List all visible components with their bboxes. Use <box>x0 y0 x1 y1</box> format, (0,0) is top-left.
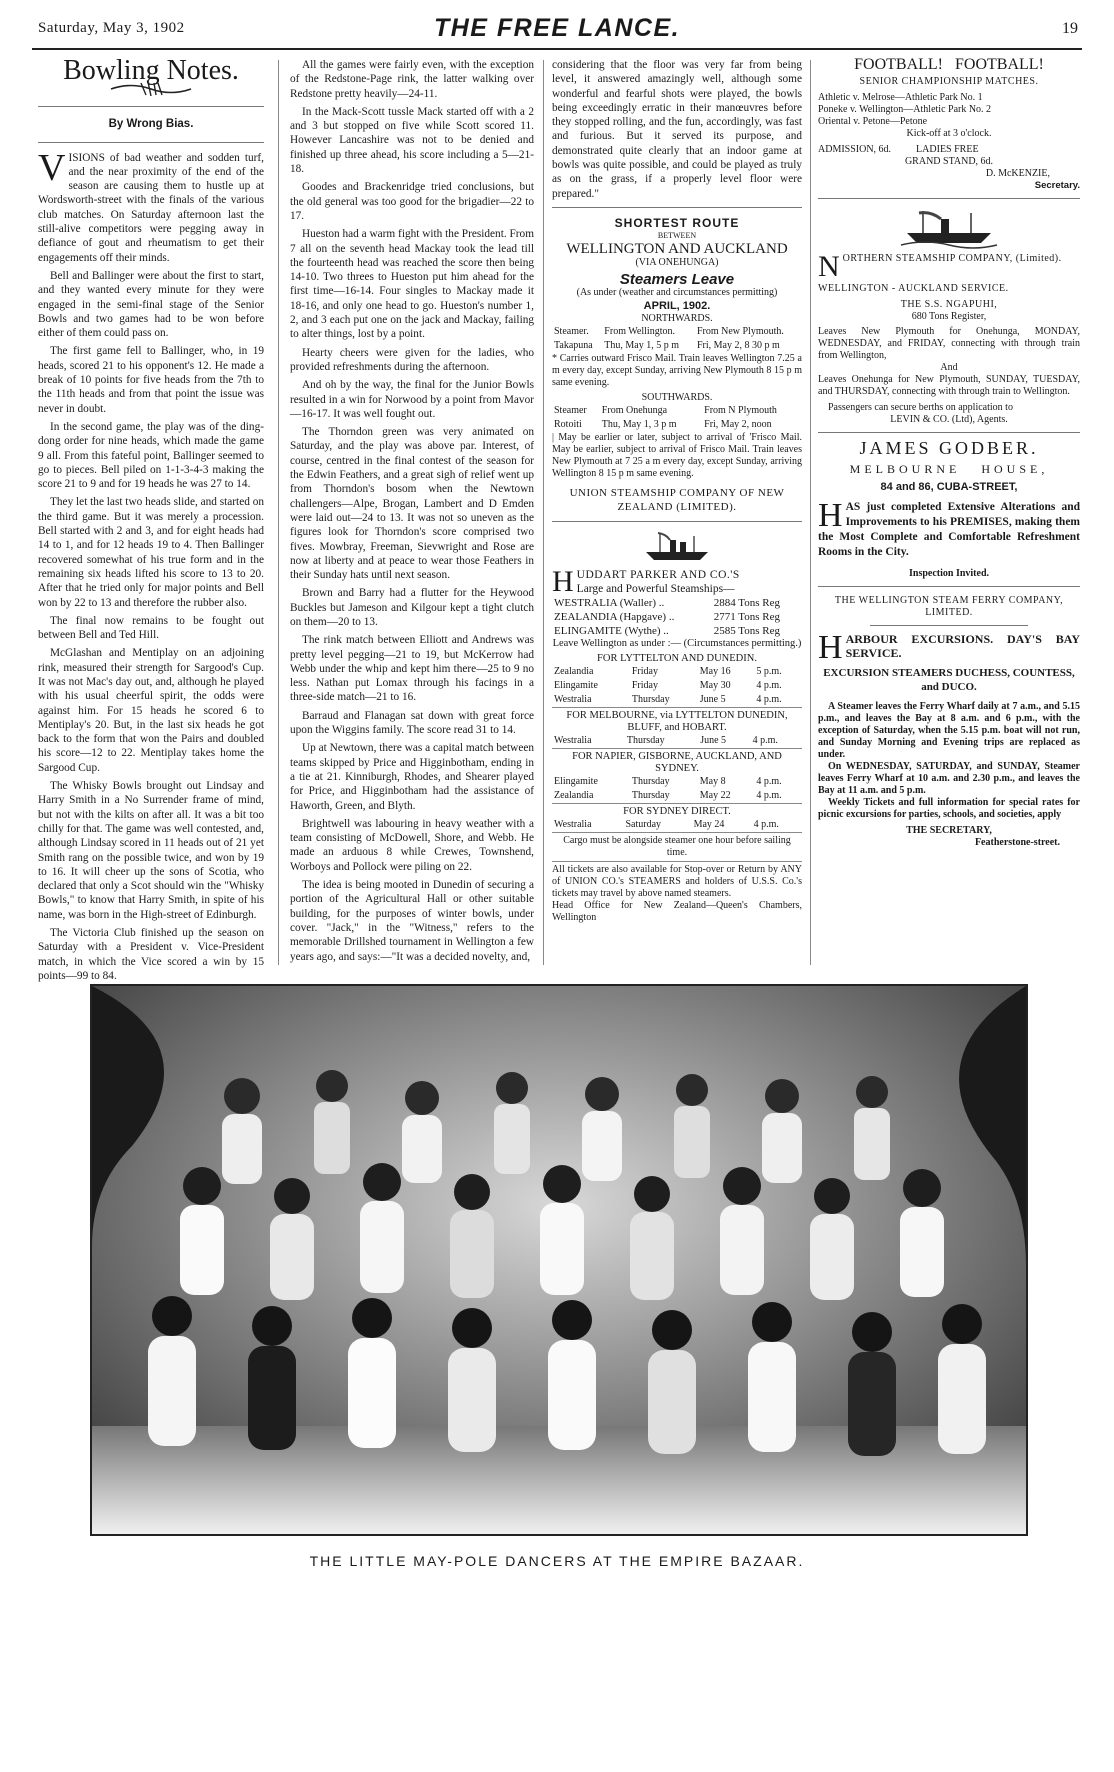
maypole-dancers-photo-icon <box>92 986 1026 1534</box>
godber-title: JAMES GODBER. <box>859 438 1039 459</box>
table-header: Steamer <box>554 405 587 417</box>
excursion-steamers: EXCURSION STEAMERS DUCHESS, COUNTESS, and DUCO. <box>823 667 1075 694</box>
article-paragraph: The Whisky Bowls brought out Lindsay and Harry Smith in a No Surrender frame of mind, but not with the kilts on after all. It was a bit too chilly for that. The game was well contested, and, although Lindsay scored in 11 heads out of 21 yet Smith rang on the possible twice, and won by 19 to 16. It will cheer up the sons of Scotia, who declared that only a Scot should win the "Whisky Bowls," to know that Harry Smith, in spite of his name, was born in the High-street of Edinburgh. <box>38 780 264 921</box>
berths-note: Passengers can secure berths on application to <box>828 402 1013 414</box>
column-rule <box>278 60 279 965</box>
divider <box>38 142 264 143</box>
head-office: Head Office for New Zealand—Queen's Chambers, Wellington <box>552 900 802 924</box>
article-paragraph: The rink match between Elliott and Andrews was pretty level pegging—21 to 19, but McKerrow had Webb under the whip and kept him there—25 to 9 no less. Nathan put Lomax through his facings in a three-side match—21 to 16. <box>290 634 534 704</box>
page-header <box>32 14 1082 50</box>
table-header: From New Plymouth. <box>696 326 784 338</box>
schedule-text: Leaves Onehunga for New Plymouth, SUNDAY, TUESDAY, and THURSDAY, connecting with through train to Wellington. <box>818 374 1080 398</box>
page-number: 19 <box>1062 20 1078 37</box>
fleet-tons: 2884 Tons Reg <box>713 597 780 610</box>
article-paragraph: McGlashan and Mentiplay on an adjoining rink, measured their strength for Sargood's Cup. It was not Mac's day out, and, although he played with his usual cheerful spirit, the odds were against him. For 15 heads he scored 6 to Mentiplay's 20. But, in the last six heads he got back to the form that won the Pairs and doubled his score—12 to 22. Mentiplay takes home the Sargood Cup. <box>38 647 264 774</box>
table-row: Zealandia Friday May 16 5 p.m. <box>554 666 782 678</box>
godber-advert <box>818 438 1080 580</box>
article-paragraph: Brown and Barry had a flutter for the Heywood Buckles but Jameson and Kilgour kept a tight clutch on them—20 to 13. <box>290 587 534 628</box>
route-destination: FOR LYTTELTON AND DUNEDIN. <box>597 653 757 665</box>
article-paragraph: Barraud and Flanagan sat down with great force upon the Wiggins family. The score read 31 to 14. <box>290 709 534 737</box>
divider <box>38 106 264 107</box>
divider <box>818 432 1080 433</box>
huddart-heading <box>552 564 802 598</box>
advertisements-column <box>818 58 1080 968</box>
northern-heading <box>818 250 1080 284</box>
divider <box>818 586 1080 587</box>
article-paragraph: The first game fell to Ballinger, who, in 19 heads, scored 21 to his opponent's 12. He made a break of 10 points for five heads from the 7th to the 11th heads and from that point the issue was never in doubt. <box>38 345 264 415</box>
article-paragraph: Up at Newtown, there was a capital match between teams skipped by Price and Higginbotham, ending in a tie at 21. Kinniburgh, Rhodes, and Shearer played for Price, and Higginbotham had the assistance of Haworth, Green, and Blyth. <box>290 742 534 812</box>
table-row: Elingamite Friday May 30 4 p.m. <box>554 680 782 692</box>
godber-body: H AS just completed Extensive Alterations and Improvements to his PREMISES, making them the Most Complete and Comfortable Refreshment Rooms in the City. <box>818 497 1080 559</box>
fleet-ship: WESTRALIA (Waller) .. <box>554 597 665 610</box>
article-paragraph: Hearty cheers were given for the ladies, who provided refreshments during the afternoon. <box>290 346 534 373</box>
union-company-name: UNION STEAMSHIP COMPANY OF NEW ZEALAND (LIMITED). <box>569 487 785 514</box>
northern-name: ORTHERN STEAMSHIP COMPANY, (Limited). <box>842 253 1062 265</box>
article-paragraph: Bell and Ballinger were about the first to start, and they wanted every minute for they were engaged in the semi-final stage of the Senior Bowls and two games had to be won before either of them could pass on. <box>38 269 264 340</box>
fleet-ship: ELINGAMITE (Wythe) .. <box>554 625 669 638</box>
fleet-tons: 2771 Tons Reg <box>713 611 780 624</box>
fleet-table <box>552 596 802 638</box>
secretary-title: Secretary. <box>1034 180 1080 192</box>
match-item: Athletic v. Melrose—Athletic Park No. 1 <box>818 92 983 104</box>
article-paragraph: The Thorndon green was very animated on Saturday, and the play was above par. Interest, of course, centred in the final contest of the season for the Edwin Feathers, and a great sigh of relief went up from Thorndon's bosom when the Newtown challengers—Alpe, Brogan, Lambert and D Emden were laid out—24 to 13. It was not so uneven as the figures look for Thorndon's score comprised two fives. Mowbray, Freeman, Sievwright and Rose are now at liberty and at peace to wear those Feathers in their Sunday hats until next season. <box>290 426 534 582</box>
leave-note: Leave Wellington as under :— (Circumstances permitting.) <box>552 638 802 650</box>
northern-steamship-advert <box>818 207 1080 426</box>
schedule-month: APRIL, 1902. <box>643 299 711 312</box>
article-paragraph: considering that the floor was very far from being level, it answered amazingly well, although some wonderful and fearful shots were played, the bowls being exceedingly erratic in their manœuvres before they stopped rolling, and the fun, accordingly, was fast and furious. But it served its purpose, and demonstrated quite clearly that an indoor game at bowls was quite possible, and could be played as truly as on the grass, if a properly level floor were prepared." <box>552 59 802 200</box>
kickoff-time: Kick-off at 3 o'clock. <box>906 128 992 140</box>
table-header: From Wellington. <box>604 326 675 338</box>
table-cell: Thu, May 1, 5 p m <box>604 340 680 352</box>
godber-address: 84 and 86, CUBA-STREET, <box>880 480 1018 493</box>
northwards-label: NORTHWARDS. <box>641 313 713 325</box>
divider <box>552 207 802 208</box>
ship-register: 680 Tons Register, <box>911 311 987 323</box>
match-list <box>818 92 1080 128</box>
steamship-icon <box>901 207 997 247</box>
article-paragraph: The Victoria Club finished up the season on Saturday with a President v. Vice-President match, in which the Vice scored a win by 15 points—99 to 84. <box>38 927 264 982</box>
ferry-advert <box>818 595 1080 849</box>
schedule-text: And <box>940 362 958 374</box>
sailing-table <box>552 818 802 832</box>
table-row: Westralia Thursday June 5 4 p.m. <box>554 694 782 706</box>
column-rule <box>810 60 811 965</box>
article-paragraph: And oh by the way, the final for the Junior Bowls resulted in a win for Norwood by a point from Mavor—16-17. It was well fought out. <box>290 379 534 420</box>
steamship-icon <box>642 530 712 562</box>
article-paragraph: Hueston had a warm fight with the President. From 7 all on the seventh head Mackay took the lead till the fourteenth head was reached the score then being 14-10. Two threes to Hueston put him ahead for the first time—16-14. Four singles to Mackay made it 18-16, and only one head to go. Hueston's number 1, 2, and 3 each put one on the jack and Mackay, failing to alter things, lost by a point. <box>290 228 534 341</box>
route-destination: FOR NAPIER, GISBORNE, AUCKLAND, AND SYDNEY. <box>552 748 802 775</box>
admission-prices: ADMISSION, 6d. LADIES FREE <box>818 144 979 156</box>
ferry-address: Featherstone-street. <box>974 836 1060 848</box>
huddart-subtitle: Large and Powerful Steamships— <box>576 583 735 596</box>
southwards-label: SOUTHWARDS. <box>641 392 713 404</box>
route-places: WELLINGTON AND AUCKLAND <box>566 241 788 258</box>
match-item: Oriental v. Petone—Petone <box>818 116 928 128</box>
divider <box>870 625 1027 626</box>
southwards-table <box>552 404 802 432</box>
article-paragraph: The idea is being mooted in Dunedin of securing a portion of the Agricultural Hall or other suitable building, for the purposes of winter bowls, under cover. "Jack," in the "Witness," refers to the memorable Drillshed tournament in Wellington a few years ago, and says:—"It was a decided novelty, and, <box>290 879 534 963</box>
huddart-name: UDDART PARKER AND CO.'S <box>576 568 740 581</box>
column-rule <box>543 60 544 965</box>
agents: LEVIN & CO. (Ltd), Agents. <box>890 414 1008 426</box>
table-row: Westralia Saturday May 24 4 p.m. <box>554 819 779 831</box>
ferry-company: THE WELLINGTON STEAM FERRY COMPANY, LIMITED. <box>834 595 1064 619</box>
article-byline: By Wrong Bias. <box>108 118 194 131</box>
article-paragraph: In the second game, the play was of the ding-dong order for nine heads, which made the game 9 all. From this fateful point, Ballinger seemed to go to pieces. Bell piled on 1-1-3-4-3 making the score 21 to 9 and for 19 heads he was 27 to 14. <box>38 420 264 491</box>
drop-cap: H <box>818 497 843 535</box>
ferry-paragraph: A Steamer leaves the Ferry Wharf daily at 7 a.m., and 5.15 p.m., and leaves the Bay at 8 a.m. and 6 p.m., with the exception of Saturday, when the 5.15 p.m. boat will not run, and Sunday Morning and Evening trips are replaced as under. <box>818 700 1080 760</box>
article-paragraph: VISIONS of bad weather and sodden turf, and the near proximity of the end of the season are causing them to hustle up at Wordsworth-street with the finals of the various club matches. On Saturday afternoon last the still-alive competitors were pegging away in defiance of gout and rheumatism to get their engagements off their minds. <box>38 146 264 264</box>
table-row: Elingamite Thursday May 8 4 p.m. <box>554 776 782 788</box>
route-between: BETWEEN <box>657 231 697 241</box>
godber-house: MELBOURNE HOUSE, <box>849 461 1049 476</box>
fleet-tons: 2585 Tons Reg <box>713 625 780 638</box>
bowling-continued-column <box>290 58 534 968</box>
table-row: Zealandia Thursday May 22 4 p.m. <box>554 790 782 802</box>
table-cell: Fri, May 2, noon <box>704 419 772 431</box>
drop-cap: V <box>38 146 66 189</box>
table-cell: Takapuna <box>554 340 593 352</box>
table-header: From N Plymouth <box>704 405 777 417</box>
football-title: FOOTBALL! FOOTBALL! <box>854 56 1044 73</box>
divider <box>818 198 1080 199</box>
group-photograph <box>90 984 1028 1536</box>
table-cell: Thu, May 1, 3 p m <box>601 419 677 431</box>
article-paragraph: Goodes and Brackenridge tried conclusions, but the old general was too good for the brigadier—22 to 17. <box>290 181 534 222</box>
northwards-note: * Carries outward Frisco Mail. Train leaves Wellington 7.25 a m every day, except Sunday, arriving New Plymouth 8 15 p m same evening. <box>552 353 802 389</box>
ferry-secretary: THE SECRETARY, <box>906 824 992 836</box>
issue-date: Saturday, May 3, 1902 <box>38 20 185 36</box>
sailing-table <box>552 775 802 803</box>
article-paragraph: All the games were fairly even, with the exception of the Redstone-Page rink, the latter walking over Redstone pretty heavily—24-11. <box>290 59 534 100</box>
article-paragraph: They let the last two heads slide, and started on the third game. But it was merely a procession. Bell started with 2 and 3, and for eight heads had 14 to 1, and for 12 heads 19 to 4. Then Ballinger recovered somewhat of his true form and in the remaining six heads lifted his score to 13 to 20. After that he tried only for major points and Bell won by 22 to 13 and therefore the rubber also. <box>38 496 264 609</box>
ferry-paragraph: On WEDNESDAY, SATURDAY, and SUNDAY, Steamer leaves Ferry Wharf at 10 a.m. and 2.30 p.m., and leaves the Bay at 11 a.m. and 5 p.m. <box>818 760 1080 796</box>
route-via: (VIA ONEHUNGA) <box>635 256 719 268</box>
table-header: Steamer. <box>554 326 589 338</box>
huddart-parker-advert <box>552 530 802 925</box>
table-cell: Fri, May 2, 8 30 p m <box>696 340 780 352</box>
shipping-column <box>552 58 802 968</box>
football-advert <box>818 58 1080 192</box>
sailing-table <box>552 665 802 707</box>
tickets-note: All tickets are also available for Stop-over or Return by ANY of UNION CO.'s STEAMERS and holders of U.S.S. Co.'s tickets may travel by above named steamers. <box>552 861 802 900</box>
bowling-notes-column <box>38 55 264 982</box>
table-row: Westralia Thursday June 5 4 p.m. <box>554 735 778 747</box>
steamers-leave: Steamers Leave <box>619 270 735 288</box>
fleet-ship: ZEALANDIA (Hapgave) .. <box>554 611 675 624</box>
route-title: SHORTEST ROUTE <box>614 215 740 230</box>
article-paragraph: Brightwell was labouring in heavy weather with a team consisting of McDowell, Shore, and Webb. He made an arduous 8 while Crewes, Townshend, Worboys and Pollock were piling on 22. <box>290 817 534 873</box>
cargo-note: Cargo must be alongside steamer one hour before sailing time. <box>552 832 802 859</box>
northern-route-advert <box>552 216 802 515</box>
ferry-paragraph: Weekly Tickets and full information for special rates for picnic excursions for parties, schools, and societies, apply <box>818 796 1080 820</box>
southwards-note: | May be earlier or later, subject to arrival of 'Frisco Mail. May be earlier, subject to arrival of Frisco Mail. Train leaves New Plymouth at 7 25 a m every day, except Sunday, arriving Wellington 8 15 p m same evening. <box>552 432 802 480</box>
divider <box>552 521 802 522</box>
conditions-note: (As under (weather and circumstances permitting) <box>576 286 778 298</box>
article-paragraph: The final now remains to be fought out between Bell and Ted Hill. <box>38 614 264 642</box>
harbour-heading: H ARBOUR EXCURSIONS. DAY'S BAY SERVICE. <box>818 629 1080 667</box>
service-heading: WELLINGTON - AUCKLAND SERVICE. <box>818 283 1009 295</box>
drop-cap: H <box>818 629 843 667</box>
route-destination: FOR MELBOURNE, via LYTTELTON DUNEDIN, BLUFF, and HOBART. <box>552 707 802 734</box>
grandstand-price: GRAND STAND, 6d. <box>904 156 994 168</box>
masthead-title: THE FREE LANCE. <box>433 14 681 42</box>
match-item: Poneke v. Wellington—Athletic Park No. 2 <box>818 104 992 116</box>
sailing-table <box>552 734 802 748</box>
secretary-name: D. McKENZIE, <box>985 168 1050 180</box>
drop-cap: H <box>552 564 574 598</box>
drop-cap: N <box>818 250 840 284</box>
table-cell: Rotoiti <box>554 419 582 431</box>
northwards-table <box>552 325 802 353</box>
schedule-text: Leaves New Plymouth for Onehunga, MONDAY, WEDNESDAY, and FRIDAY, connecting with through train from Wellington, <box>818 326 1080 362</box>
route-destination: FOR SYDNEY DIRECT. <box>552 803 802 818</box>
inspection-invited: Inspection Invited. <box>908 568 989 580</box>
senior-matches-heading: SENIOR CHAMPIONSHIP MATCHES. <box>859 76 1039 88</box>
ship-name: THE S.S. NGAPUHI, <box>900 299 998 311</box>
table-header: From Onehunga <box>601 405 668 417</box>
article-title: Bowling Notes. <box>63 55 239 86</box>
article-paragraph: In the Mack-Scott tussle Mack started off with a 2 and 3 but stopped on five while Scott scored 11. However Lancashire was not to be denied and finished up three ahead, his score including a 5—21-18. <box>290 105 534 176</box>
photo-caption: THE LITTLE MAY-POLE DANCERS AT THE EMPIRE BAZAAR. <box>309 1553 805 1569</box>
